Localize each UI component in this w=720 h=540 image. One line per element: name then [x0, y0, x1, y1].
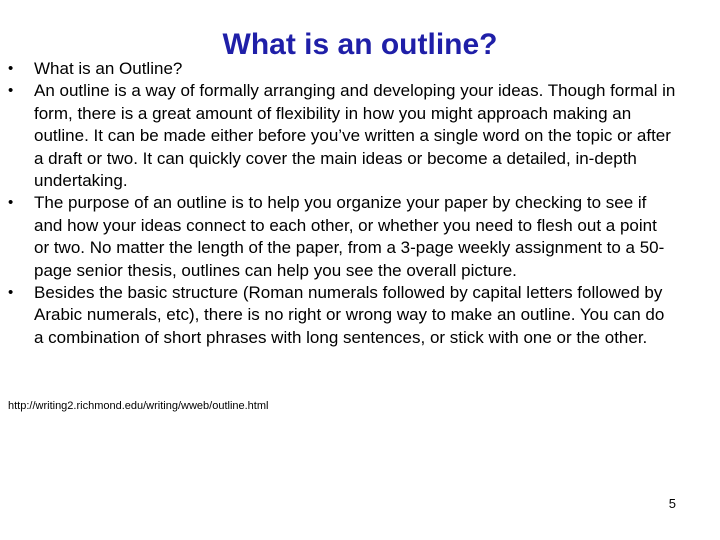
bullet-icon: •	[8, 284, 14, 302]
bullet-item	[8, 192, 676, 282]
source-link[interactable]: http://writing2.richmond.edu/writing/wweb/outline.html	[8, 400, 269, 412]
slide-title: What is an outline?	[222, 28, 498, 61]
bullet-list	[8, 58, 676, 349]
bullet-icon: •	[8, 82, 14, 100]
bullet-item	[8, 80, 676, 192]
bullet-text: The purpose of an outline is to help you organize your paper by checking to see if and how your ideas connect to each other, or whether you need to flesh out a point or two. No matter the length of the paper, from a 3-page weekly assignment to a 50-page senior thesis, outlines can help you see the overall picture.	[34, 193, 665, 280]
bullet-text: Besides the basic structure (Roman numerals followed by capital letters followed by Arabic numerals, etc), there is no right or wrong way to make an outline. You can do a combination of short phrases with long sentences, or stick with one or the other.	[34, 283, 665, 347]
page-number: 5	[668, 496, 676, 511]
bullet-text: What is an Outline?	[34, 59, 183, 78]
bullet-item	[8, 282, 676, 349]
bullet-text: An outline is a way of formally arranging and developing your ideas. Though formal in form, there is a great amount of flexibility in how you might approach making an outline. It can be made either before you’ve written a single word on the topic or after a draft or two. It can quickly cover the main ideas or become a detailed, in-depth undertaking.	[34, 81, 676, 191]
bullet-icon: •	[8, 60, 14, 77]
bullet-icon: •	[8, 194, 14, 212]
bullet-item	[8, 58, 676, 80]
